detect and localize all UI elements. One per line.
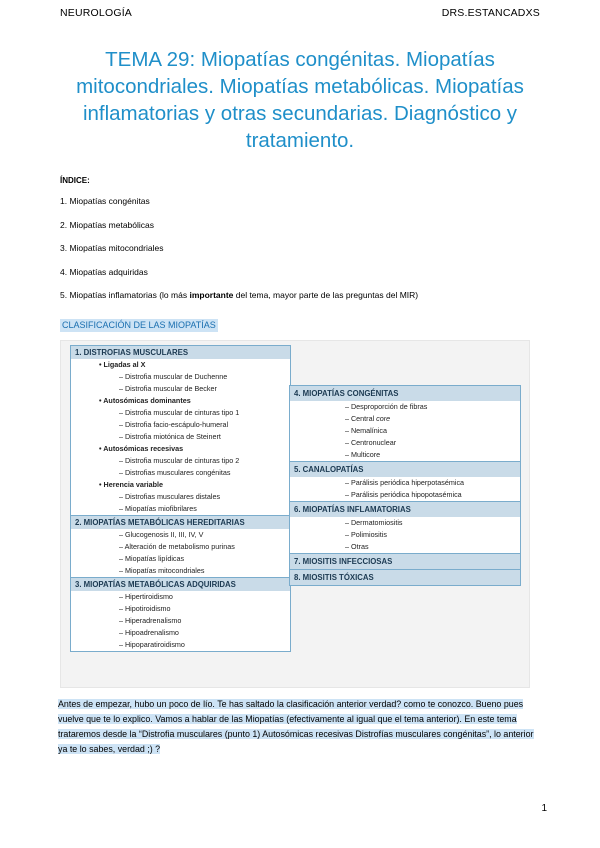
index-item-text: del tema, mayor parte de las preguntas del MIR) bbox=[233, 290, 419, 301]
disease-item: – Distrofia muscular de Duchenne bbox=[119, 372, 228, 381]
disease-item: – Centronuclear bbox=[345, 438, 397, 447]
index-item: 1. Miopatías congénitas bbox=[60, 196, 150, 206]
disease-item: – Parálisis periódica hipopotasémica bbox=[345, 490, 462, 499]
index-item: 3. Miopatías mitocondriales bbox=[60, 243, 164, 254]
category-header: 4. MIOPATÍAS CONGÉNITAS bbox=[290, 386, 520, 401]
category-header: 3. MIOPATÍAS METABÓLICAS ADQUIRIDAS bbox=[71, 577, 290, 591]
index-item-emphasis: importante bbox=[189, 290, 234, 301]
subgroup-label: • Autosómicas dominantes bbox=[99, 396, 191, 405]
index-heading: ÍNDICE: bbox=[60, 176, 90, 185]
page-number: 1 bbox=[541, 803, 547, 814]
disease-item: – Miopatías miofibrilares bbox=[119, 504, 197, 513]
diagram-right-column bbox=[289, 385, 521, 586]
disease-item: – Otras bbox=[345, 542, 369, 551]
disease-item: – Hipertiroidismo bbox=[119, 592, 173, 601]
disease-item: – Distrofias musculares congénitas bbox=[119, 468, 231, 477]
category-header: 8. MIOSITIS TÓXICAS bbox=[290, 569, 520, 585]
disease-item-italic: core bbox=[376, 414, 391, 423]
disease-item: – Distrofia muscular de Becker bbox=[119, 384, 217, 393]
category-header: 5. CANALOPATÍAS bbox=[290, 461, 520, 477]
index-item: 2. Miopatías metabólicas bbox=[60, 219, 155, 230]
disease-item: – Nemalínica bbox=[345, 426, 387, 435]
disease-item: – Miopatías mitocondriales bbox=[119, 566, 205, 575]
disease-item: – Dermatomiositis bbox=[345, 518, 403, 527]
index-item-text: 5. Miopatías inflamatorias (lo más bbox=[60, 290, 190, 301]
disease-item: – Glucogenosis II, III, IV, V bbox=[119, 530, 204, 539]
index-item: 4. Miopatías adquiridas bbox=[60, 266, 148, 277]
subgroup-label: • Ligadas al X bbox=[99, 360, 146, 369]
disease-item: – Parálisis periódica hiperpotasémica bbox=[345, 478, 465, 487]
subgroup-label: • Autosómicas recesivas bbox=[99, 444, 184, 453]
disease-item bbox=[290, 413, 520, 425]
page-title: TEMA 29: Miopatías congénitas. Miopatías mitocondriales. Miopatías metabólicas. Miopatías inflamatorias y otras secundarias. Diagnóstico y tratamiento. bbox=[76, 48, 524, 152]
category-header: 2. MIOPATÍAS METABÓLICAS HEREDITARIAS bbox=[71, 515, 290, 529]
disease-item: – Alteración de metabolismo purinas bbox=[119, 542, 235, 551]
disease-item: – Hipotiroidismo bbox=[119, 604, 171, 613]
disease-item: – Distrofia miotónica de Steinert bbox=[119, 432, 221, 441]
classification-heading: CLASIFICACIÓN DE LAS MIOPATÍAS bbox=[62, 320, 216, 330]
header-right: DRS.ESTANCADXS bbox=[441, 7, 540, 19]
disease-item: – Distrofias musculares distales bbox=[119, 492, 221, 501]
disease-item: – Polimiositis bbox=[345, 530, 387, 539]
disease-item: – Miopatías lipídicas bbox=[119, 554, 185, 563]
disease-item: – Distrofia muscular de cinturas tipo 2 bbox=[119, 456, 240, 465]
subgroup-label: • Herencia variable bbox=[99, 480, 164, 489]
index-item bbox=[60, 285, 418, 309]
intro-paragraph bbox=[58, 697, 544, 757]
category-header: 6. MIOPATÍAS INFLAMATORIAS bbox=[290, 501, 520, 517]
index-list bbox=[60, 191, 418, 309]
category-header: 1. DISTROFIAS MUSCULARES bbox=[71, 346, 290, 359]
disease-item: – Desproporción de fibras bbox=[345, 402, 428, 411]
diagram-left-column bbox=[70, 345, 291, 652]
disease-item: – Hipoparatiroidismo bbox=[119, 640, 185, 649]
intro-paragraph-text: Antes de empezar, hubo un poco de lío. Te has saltado la clasificación anterior verdad? como te conozco. Bueno pues vuelve que te lo explico. Vamos a hablar de las Miopatías (efectivamente al igual que el tema anterior). En este tema trataremos desde la “Distrofia musculares (punto 1) Autosómicas recesivas Distrofías musculares congénitas”, lo anterior ya te lo sabes, verdad ;) ? bbox=[58, 699, 534, 754]
disease-item: – Multicore bbox=[345, 450, 381, 459]
disease-item-text: – Central bbox=[345, 414, 377, 423]
classification-diagram bbox=[60, 340, 530, 688]
disease-item: – Hipoadrenalismo bbox=[119, 628, 179, 637]
disease-item: – Distrofia muscular de cinturas tipo 1 bbox=[119, 408, 240, 417]
disease-item: – Distrofia facio-escápulo-humeral bbox=[119, 420, 229, 429]
category-header: 7. MIOSITIS INFECCIOSAS bbox=[290, 553, 520, 569]
disease-item: – Hiperadrenalismo bbox=[119, 616, 182, 625]
header-left: NEUROLOGÍA bbox=[60, 7, 133, 19]
